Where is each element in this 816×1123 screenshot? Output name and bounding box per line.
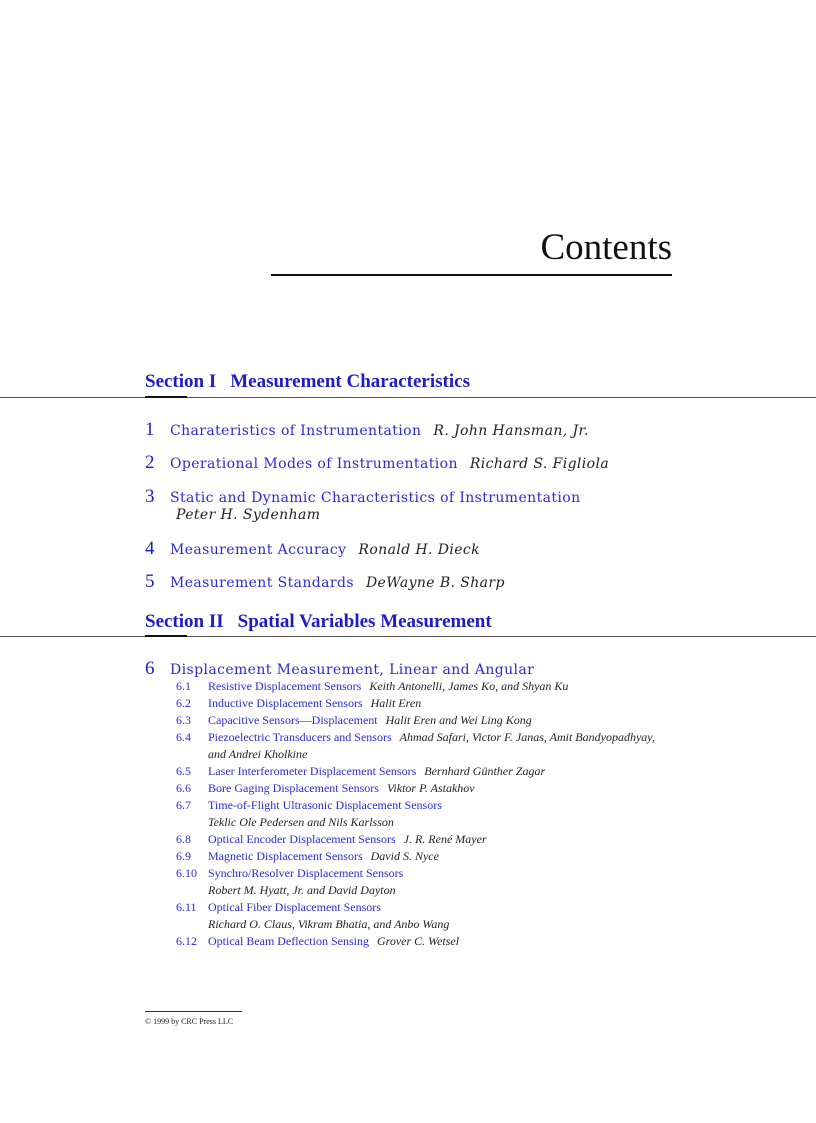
chapter-title[interactable]: Charateristics of Instrumentation: [170, 423, 422, 439]
subsection-title[interactable]: Piezoelectric Transducers and Sensors: [208, 730, 392, 744]
subsection-author: Bernhard Günther Zagar: [424, 764, 546, 778]
subsection-author: Halit Eren and Wei Ling Kong: [385, 713, 532, 727]
section-2-heading[interactable]: [145, 611, 492, 633]
subsection-author: Viktor P. Astakhov: [386, 781, 475, 795]
subsection-title[interactable]: Magnetic Displacement Sensors: [208, 849, 363, 863]
subsection-number: 6.1: [176, 679, 191, 693]
subsection-title[interactable]: Bore Gaging Displacement Sensors: [208, 781, 379, 795]
subsection-6-10[interactable]: [176, 866, 403, 880]
section-1-rule: [0, 397, 816, 398]
subsection-number: 6.7: [176, 798, 191, 812]
subsection-author-continued: and Andrei Kholkine: [208, 747, 308, 761]
chapter-4[interactable]: [145, 538, 480, 560]
subsection-number: 6.12: [176, 934, 197, 948]
chapter-number: 4: [145, 538, 155, 559]
subsection-title[interactable]: Optical Beam Deflection Sensing: [208, 934, 369, 948]
page-title: Contents: [540, 227, 672, 268]
subsection-author-continued: Teklic Ole Pedersen and Nils Karlsson: [208, 815, 394, 829]
chapter-title[interactable]: Displacement Measurement, Linear and Angular: [170, 662, 535, 678]
title-rule: [271, 274, 672, 276]
chapter-number: 5: [145, 571, 155, 592]
subsection-author: Ahmad Safari, Victor F. Janas, Amit Bandyopadhyay,: [399, 730, 655, 744]
subsection-6-6[interactable]: [176, 781, 475, 795]
subsection-author: Halit Eren: [370, 696, 422, 710]
chapter-5[interactable]: [145, 571, 505, 593]
subsection-number: 6.8: [176, 832, 191, 846]
section-1-rule-accent: [145, 396, 187, 398]
subsection-title[interactable]: Synchro/Resolver Displacement Sensors: [208, 866, 404, 880]
section-2-rule-accent: [145, 635, 187, 637]
subsection-author: J. R. René Mayer: [403, 832, 487, 846]
section-2-title: Spatial Variables Measurement: [237, 611, 492, 632]
subsection-author: David S. Nyce: [370, 849, 439, 863]
section-1-label: Section I: [145, 371, 217, 392]
footer-rule: [145, 1011, 242, 1012]
chapter-number: 6: [145, 658, 155, 679]
section-1-title: Measurement Characteristics: [230, 371, 470, 392]
subsection-author: Keith Antonelli, James Ko, and Shyan Ku: [369, 679, 569, 693]
subsection-6-11[interactable]: [176, 900, 381, 914]
chapter-title[interactable]: Measurement Standards: [170, 575, 354, 591]
chapter-author: R. John Hansman, Jr.: [433, 423, 589, 439]
subsection-6-9[interactable]: [176, 849, 439, 863]
chapter-title[interactable]: Measurement Accuracy: [170, 542, 347, 558]
subsection-number: 6.5: [176, 764, 191, 778]
subsection-number: 6.9: [176, 849, 191, 863]
subsection-title[interactable]: Optical Encoder Displacement Sensors: [208, 832, 396, 846]
chapter-1[interactable]: [145, 419, 589, 441]
chapter-2[interactable]: [145, 452, 609, 474]
chapter-number: 3: [145, 486, 155, 507]
subsection-6-3[interactable]: [176, 713, 532, 727]
subsection-number: 6.6: [176, 781, 191, 795]
subsection-title[interactable]: Optical Fiber Displacement Sensors: [208, 900, 381, 914]
subsection-author: Grover C. Wetsel: [376, 934, 460, 948]
chapter-6[interactable]: [145, 658, 534, 680]
copyright-notice: © 1999 by CRC Press LLC: [145, 1017, 234, 1026]
chapter-number: 2: [145, 452, 155, 473]
chapter-title[interactable]: Static and Dynamic Characteristics of Instrumentation: [170, 490, 581, 506]
subsection-title[interactable]: Capacitive Sensors—Displacement: [208, 713, 378, 727]
subsection-number: 6.3: [176, 713, 191, 727]
chapter-author: Peter H. Sydenham: [176, 507, 321, 523]
subsection-6-5[interactable]: [176, 764, 545, 778]
subsection-title[interactable]: Laser Interferometer Displacement Sensors: [208, 764, 417, 778]
subsection-title[interactable]: Inductive Displacement Sensors: [208, 696, 363, 710]
subsection-title[interactable]: Time-of-Flight Ultrasonic Displacement Sensors: [208, 798, 442, 812]
subsection-6-7[interactable]: [176, 798, 442, 812]
section-2-label: Section II: [145, 611, 224, 632]
subsection-author-continued: Robert M. Hyatt, Jr. and David Dayton: [208, 883, 396, 897]
subsection-title[interactable]: Resistive Displacement Sensors: [208, 679, 362, 693]
subsection-6-1[interactable]: [176, 679, 568, 693]
chapter-author: Ronald H. Dieck: [358, 542, 481, 558]
chapter-author: Richard S. Figliola: [469, 456, 610, 472]
chapter-number: 1: [145, 419, 155, 440]
subsection-6-12[interactable]: [176, 934, 459, 948]
subsection-number: 6.2: [176, 696, 191, 710]
chapter-title[interactable]: Operational Modes of Instrumentation: [170, 456, 458, 472]
subsection-number: 6.10: [176, 866, 197, 880]
subsection-6-2[interactable]: [176, 696, 421, 710]
chapter-author: DeWayne B. Sharp: [365, 575, 505, 591]
subsection-number: 6.11: [176, 900, 197, 914]
section-2-rule: [0, 636, 816, 637]
section-1-heading[interactable]: [145, 371, 470, 393]
subsection-number: 6.4: [176, 730, 191, 744]
subsection-author-continued: Richard O. Claus, Vikram Bhatia, and Anbo Wang: [208, 917, 450, 931]
subsection-6-8[interactable]: [176, 832, 487, 846]
chapter-3[interactable]: [145, 486, 581, 508]
subsection-6-4[interactable]: [176, 730, 655, 744]
